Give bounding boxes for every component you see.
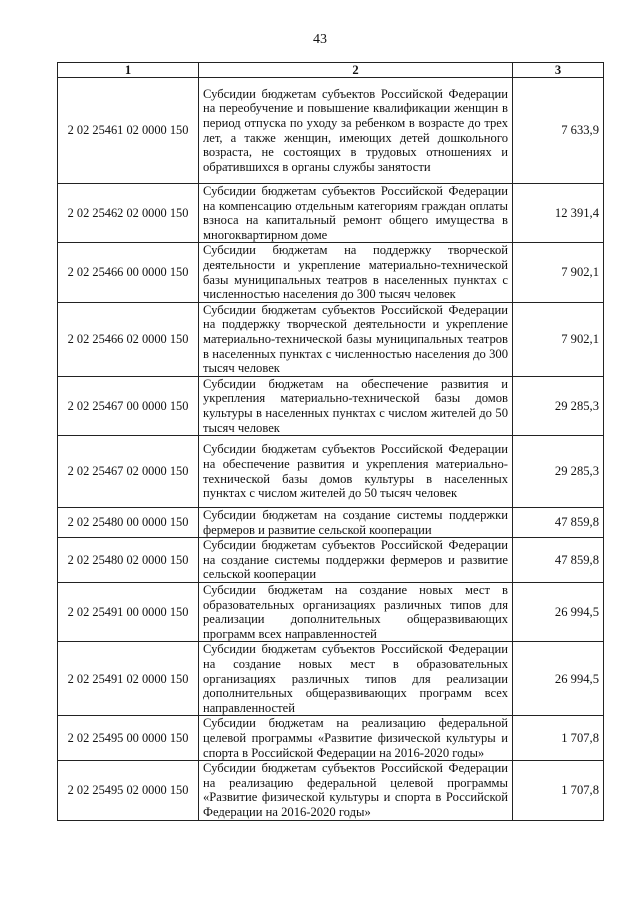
amount-cell: 1 707,8: [513, 716, 604, 761]
table-row: [58, 78, 604, 184]
budget-code-cell: 2 02 25480 00 0000 150: [58, 508, 199, 538]
amount-cell: 29 285,3: [513, 376, 604, 435]
table-row: [58, 716, 604, 761]
table-row: [58, 302, 604, 376]
table-row: [58, 436, 604, 508]
description-cell: Субсидии бюджетам на реализацию федеральной целевой программы «Развитие физической культуры и спорта в Российской Федерации на 2016-2020 годы»: [199, 716, 513, 761]
amount-cell: 12 391,4: [513, 184, 604, 243]
budget-code-cell: 2 02 25467 00 0000 150: [58, 376, 199, 435]
amount-cell: 29 285,3: [513, 436, 604, 508]
description-cell: Субсидии бюджетам субъектов Российской Федерации на создание новых мест в образовательных организациях различных типов для реализации дополнительных общеразвивающих программ всех направленностей: [199, 642, 513, 716]
description-cell: Субсидии бюджетам субъектов Российской Федерации на поддержку творческой деятельности и укрепление материально-технической базы муниципальных театров в населенных пунктах с численностью населения до 300 тысяч человек: [199, 302, 513, 376]
table-body: [58, 78, 604, 821]
budget-code-cell: 2 02 25495 00 0000 150: [58, 716, 199, 761]
budget-table: [57, 62, 604, 821]
description-cell: Субсидии бюджетам на поддержку творческой деятельности и укрепление материально-технической базы муниципальных театров в населенных пунктах с численностью населения до 300 тысяч человек: [199, 243, 513, 302]
column-header-2: 2: [199, 63, 513, 78]
description-cell: Субсидии бюджетам субъектов Российской Федерации на компенсацию отдельным категориям граждан оплаты взноса на капитальный ремонт общего имущества в многоквартирном доме: [199, 184, 513, 243]
table-row: [58, 761, 604, 820]
amount-cell: 47 859,8: [513, 538, 604, 583]
table-row: [58, 184, 604, 243]
description-cell: Субсидии бюджетам на создание новых мест в образовательных организациях различных типов для реализации дополнительных общеразвивающих программ всех направленностей: [199, 583, 513, 642]
amount-cell: 7 633,9: [513, 78, 604, 184]
description-cell: Субсидии бюджетам субъектов Российской Федерации на переобучение и повышение квалификации женщин в период отпуска по уходу за ребенком в возрасте до трех лет, а также женщин, имеющих детей дошкольного возраста, не состоящих в трудовых отношениях и обратившихся в органы службы занятости: [199, 78, 513, 184]
column-header-1: 1: [58, 63, 199, 78]
budget-code-cell: 2 02 25462 02 0000 150: [58, 184, 199, 243]
page-number: 43: [313, 32, 327, 47]
budget-code-cell: 2 02 25466 02 0000 150: [58, 302, 199, 376]
table-row: [58, 508, 604, 538]
description-cell: Субсидии бюджетам субъектов Российской Федерации на реализацию федеральной целевой программы «Развитие физической культуры и спорта в Российской Федерации на 2016-2020 годы»: [199, 761, 513, 820]
amount-cell: 7 902,1: [513, 302, 604, 376]
table-row: [58, 583, 604, 642]
table-row: [58, 376, 604, 435]
amount-cell: 47 859,8: [513, 508, 604, 538]
budget-code-cell: 2 02 25467 02 0000 150: [58, 436, 199, 508]
budget-code-cell: 2 02 25495 02 0000 150: [58, 761, 199, 820]
table-row: [58, 642, 604, 716]
description-cell: Субсидии бюджетам на обеспечение развития и укрепления материально-технической базы домов культуры в населенных пунктах с числом жителей до 50 тысяч человек: [199, 376, 513, 435]
amount-cell: 7 902,1: [513, 243, 604, 302]
budget-code-cell: 2 02 25461 02 0000 150: [58, 78, 199, 184]
amount-cell: 26 994,5: [513, 642, 604, 716]
amount-cell: 1 707,8: [513, 761, 604, 820]
description-cell: Субсидии бюджетам субъектов Российской Федерации на обеспечение развития и укрепления материально-технической базы домов культуры в населенных пунктах с числом жителей до 50 тысяч человек: [199, 436, 513, 508]
budget-code-cell: 2 02 25480 02 0000 150: [58, 538, 199, 583]
column-header-3: 3: [513, 63, 604, 78]
budget-code-cell: 2 02 25491 02 0000 150: [58, 642, 199, 716]
budget-code-cell: 2 02 25466 00 0000 150: [58, 243, 199, 302]
table-row: [58, 243, 604, 302]
table-row: [58, 538, 604, 583]
description-cell: Субсидии бюджетам на создание системы поддержки фермеров и развитие сельской кооперации: [199, 508, 513, 538]
amount-cell: 26 994,5: [513, 583, 604, 642]
budget-code-cell: 2 02 25491 00 0000 150: [58, 583, 199, 642]
table-header-row: [58, 63, 604, 78]
description-cell: Субсидии бюджетам субъектов Российской Федерации на создание системы поддержки фермеров и развитие сельской кооперации: [199, 538, 513, 583]
